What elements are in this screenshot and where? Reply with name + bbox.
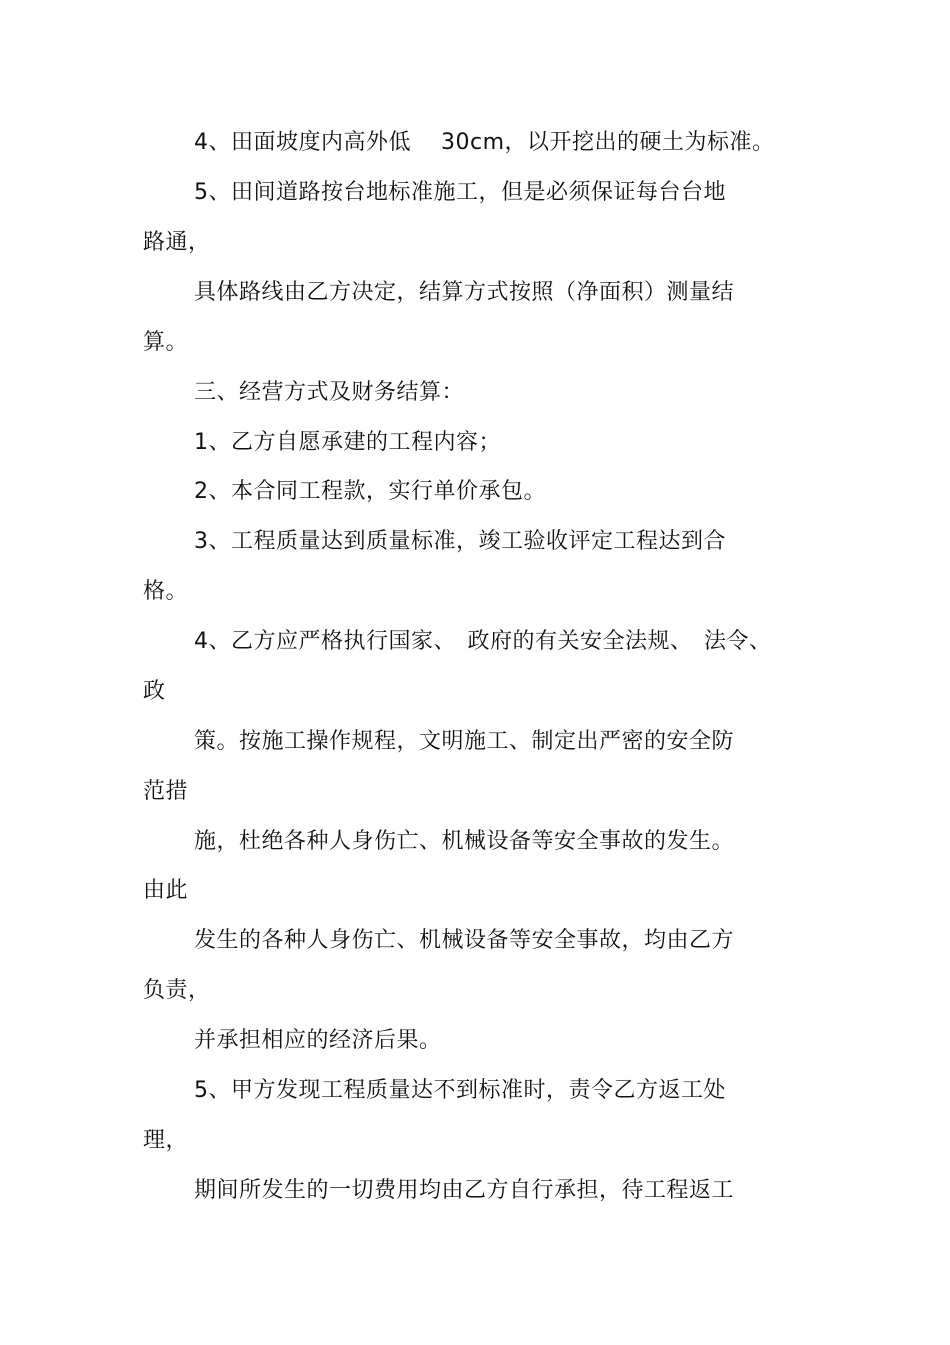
text-line-10: 格。 (143, 579, 189, 604)
section-heading: 三、经营方式及财务结算： (194, 380, 465, 405)
text-line-1: 4、田面坡度内高外低 30cm，以开挖出的硬土为标准。 (194, 130, 775, 155)
text-line-16: 由此 (143, 878, 189, 903)
text-line-13: 策。按施工操作规程，文明施工、制定出严密的安全防 (194, 729, 735, 754)
text-line-22: 期间所发生的一切费用均由乙方自行承担，待工程返工 (194, 1178, 735, 1203)
text-line-11: 4、乙方应严格执行国家、 政府的有关安全法规、 法令、 (194, 629, 772, 654)
text-line-19: 并承担相应的经济后果。 (194, 1028, 442, 1053)
text-line-2: 5、田间道路按台地标准施工，但是必须保证每台台地 (194, 180, 726, 205)
text-line-21: 理， (143, 1128, 189, 1153)
text-line-7: 1、乙方自愿承建的工程内容； (194, 430, 501, 455)
text-line-12: 政 (143, 679, 166, 704)
text-line-14: 范措 (143, 779, 189, 804)
text-line-3: 路通， (143, 230, 211, 255)
text-line-18: 负责， (143, 978, 211, 1003)
text-line-8: 2、本合同工程款，实行单价承包。 (194, 479, 546, 504)
text-line-4: 具体路线由乙方决定，结算方式按照（净面积）测量结 (194, 280, 735, 305)
text-line-9: 3、工程质量达到质量标准，竣工验收评定工程达到合 (194, 529, 726, 554)
text-line-17: 发生的各种人身伤亡、机械设备等安全事故，均由乙方 (194, 928, 735, 953)
text-line-20: 5、甲方发现工程质量达不到标准时，责令乙方返工处 (194, 1078, 726, 1103)
text-line-15: 施，杜绝各种人身伤亡、机械设备等安全事故的发生。 (194, 829, 735, 854)
text-line-5: 算。 (143, 330, 189, 355)
